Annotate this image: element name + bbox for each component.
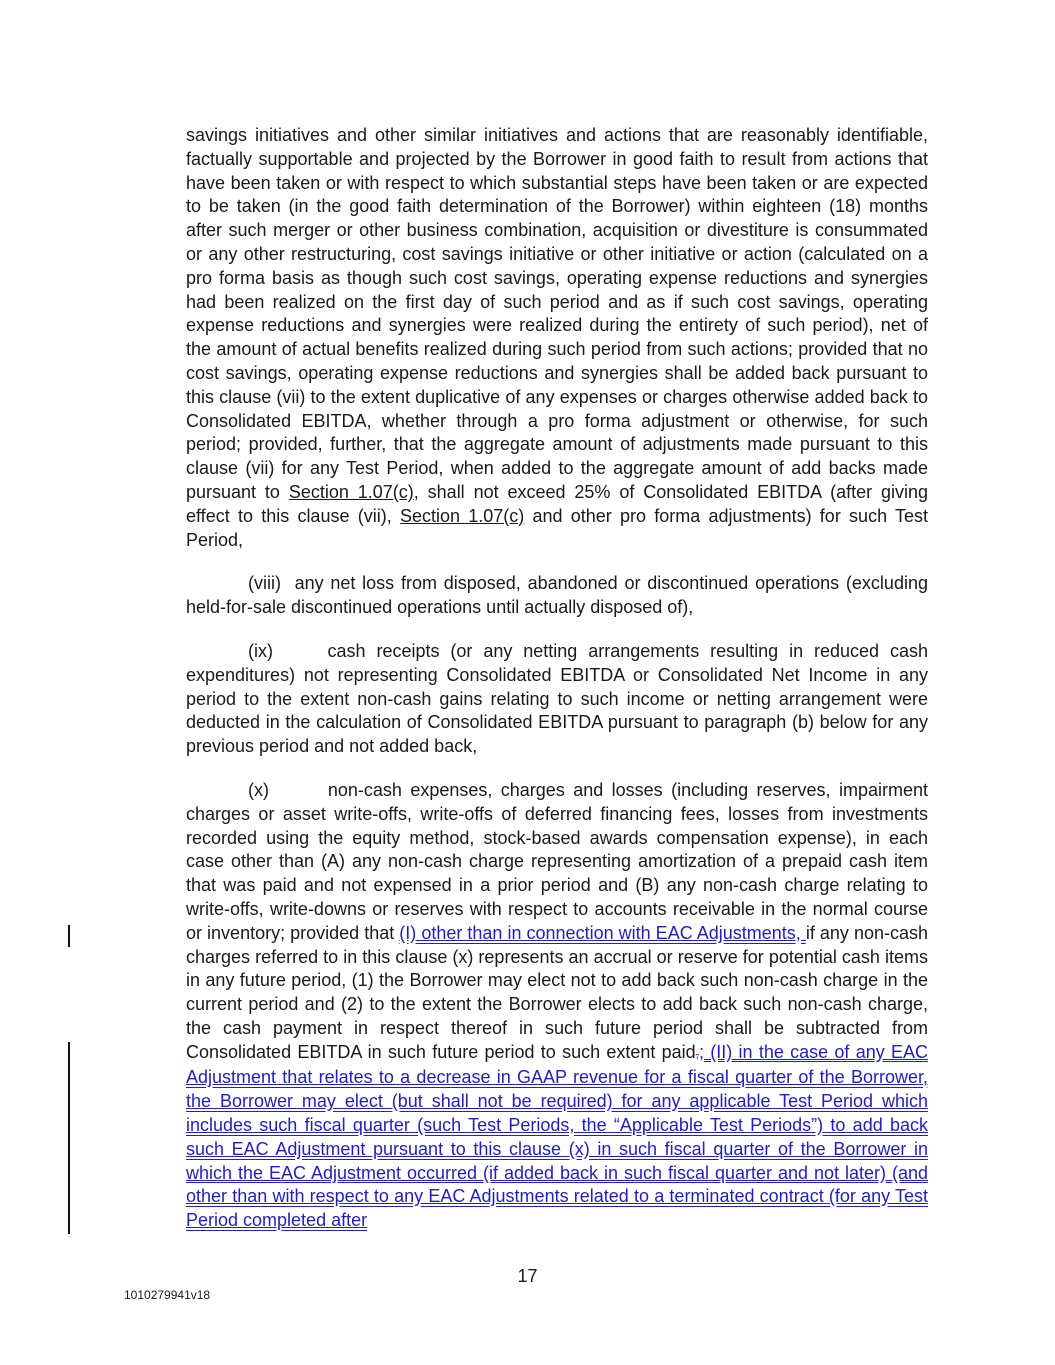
page-number: 17 — [517, 1266, 538, 1286]
text-run: and other pro forma adjustments) for such Test Period, — [186, 505, 929, 550]
clause-text: cash receipts (or any netting arrangements resulting in reduced cash expenditures) not representing Consolidated EBITDA or Consolidated Net Income in any period to the extent non-cash gains relating to such income or netting arrangement were deducted in the calculation of Consolidated EBITDA pursuant to paragraph (b) below for any previous period and not added back, — [186, 640, 928, 757]
tracked-insertion: ; (II) in the case of any EAC Adjustment that relates to a decrease in GAAP revenue for a fiscal quarter of the Borrower, the Borrower may elect (but shall not be required) for any applicable Test Period which includes such fiscal quarter (such Test Periods, the “Applicable Test Periods”) to add back such EAC Adjustment pursuant to this clause (x) in such fiscal quarter of the Borrower in which the EAC Adjustment occurred (if added back in such fiscal quarter and not later) (and other than with respect to any EAC Adjustments related to a terminated contract (for any Test Period completed after — [186, 1041, 928, 1231]
section-reference: Section 1.07(c) — [399, 505, 525, 526]
tracked-deletion: , — [695, 1046, 700, 1061]
change-bar-2 — [68, 1042, 70, 1234]
clause-text: any net loss from disposed, abandoned or discontinued operations (excluding held-for-sale discontinued operations until actually disposed of), — [186, 573, 928, 618]
tracked-insertion: (I) other than in connection with EAC Adjustments, — [399, 922, 806, 943]
paragraph-viii — [186, 572, 928, 620]
clause-number: (viii) — [248, 573, 281, 594]
text-run: , shall not exceed 25% of Consolidated EBITDA (after giving effect to this clause (vii), — [186, 481, 928, 526]
document-body — [186, 124, 928, 1253]
text-run: savings initiatives and other similar initiatives and actions that are reasonably identifiable, factually supportable and projected by the Borrower in good faith to result from actions that have been taken or with respect to which substantial steps have been taken or are expected to be taken (in the good faith determination of the Borrower) within eighteen (18) months after such merger or other business combination, acquisition or divestiture is consummated or any other restructuring, cost savings initiative or other initiative or action (calculated on a pro forma basis as though such cost savings, operating expense reductions and synergies had been realized on the first day of such period and as if such cost savings, operating expense reductions and synergies were realized during the entirety of such period), net of the amount of actual benefits realized during such period from such actions; provided that no cost savings, operating expense reductions and synergies shall be added back pursuant to this clause (vii) to the extent duplicative of any expenses or charges otherwise added back to Consolidated EBITDA, whether through a pro forma adjustment or otherwise, for such period; provided, further, that the aggregate amount of adjustments made pursuant to this clause (vii) for any Test Period, when added to the aggregate amount of add backs made pursuant to — [186, 125, 928, 502]
document-id: 1010279941v18 — [124, 1288, 211, 1302]
clause-number: (ix) — [248, 640, 273, 661]
clause-text: non-cash expenses, charges and losses (including reserves, impairment charges or asset write-offs, write-offs of deferred financing fees, losses from investments recorded using the equity method, stock-based awards compensation expense), in each case other than (A) any non-cash charge representing amortization of a prepaid cash item that was paid and not expensed in a prior period and (B) any non-cash charge relating to write-offs, write-downs or reserves with respect to accounts receivable in the normal course or inventory; provided that — [186, 779, 928, 943]
paragraph-ix — [186, 640, 928, 759]
section-reference: Section 1.07(c) — [288, 481, 414, 502]
change-bar-1 — [68, 925, 70, 947]
paragraph-vii-continuation — [186, 124, 928, 552]
clause-text: if any non-cash charges referred to in this clause (x) represents an accrual or reserve for potential cash items in any future period, (1) the Borrower may elect not to add back such non-cash charge in the current period and (2) to the extent the Borrower elects to add back such non-cash charge, the cash payment in respect thereof in such future period shall be subtracted from Consolidated EBITDA in such future period to such extent paid — [186, 922, 928, 1062]
paragraph-x — [186, 779, 928, 1233]
clause-number: (x) — [248, 779, 269, 800]
